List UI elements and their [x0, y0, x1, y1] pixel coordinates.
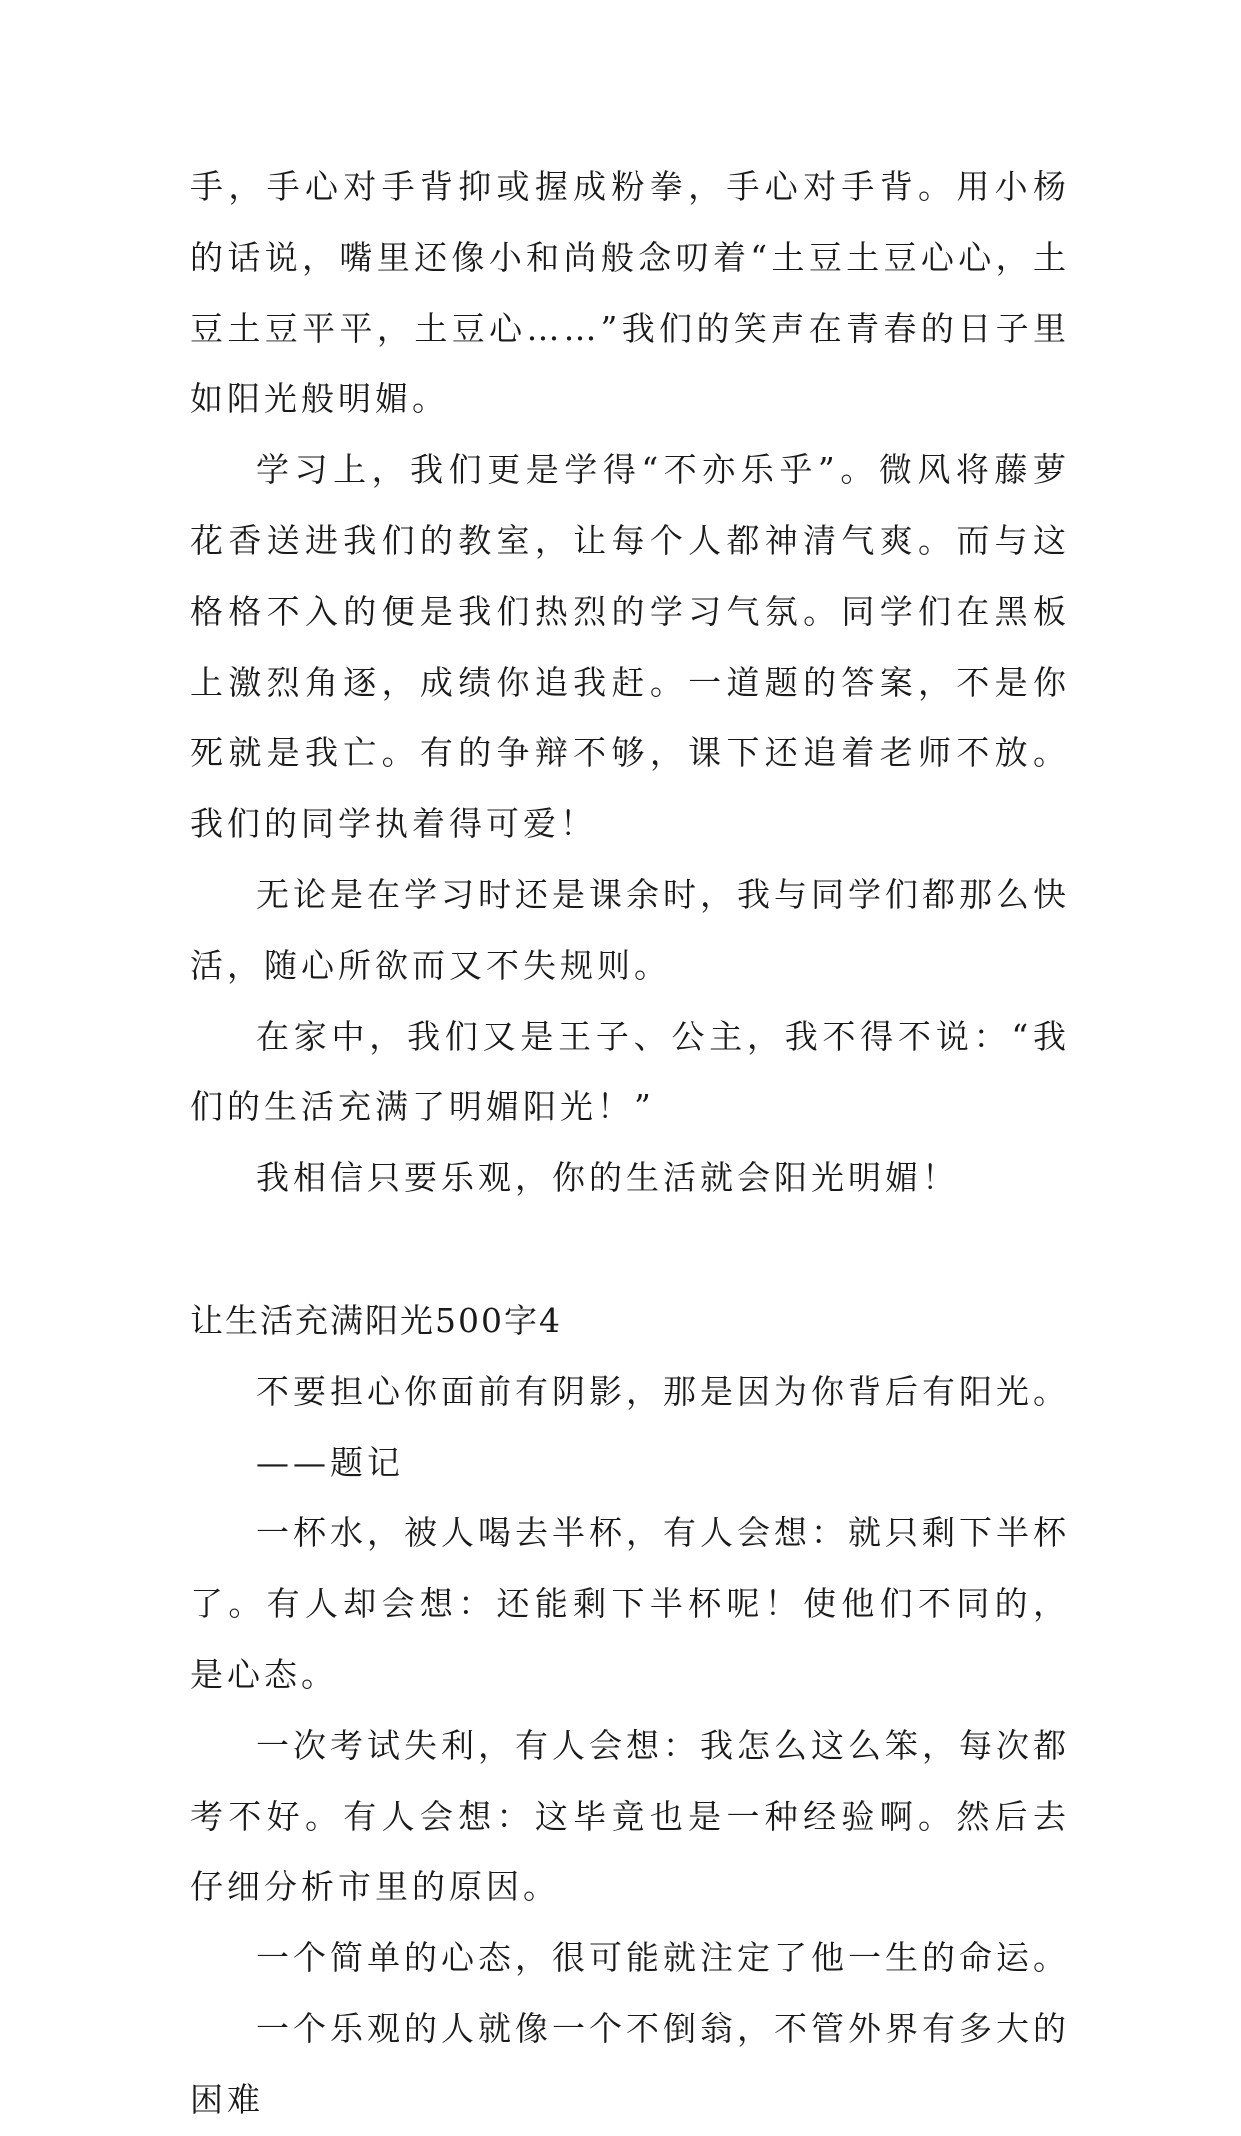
paragraph: 一个乐观的人就像一个不倒翁，不管外界有多大的困难 [190, 2008, 1070, 2119]
paragraph: 一个简单的心态，很可能就注定了他一生的命运。 [256, 1938, 1070, 1978]
paragraph: 一次考试失利，有人会想：我怎么这么笨，每次都考不好。有人会想：这毕竟也是一种经验啊。然后去仔细分析市里的原因。 [190, 1725, 1070, 1907]
section-spacer [190, 1214, 1070, 1286]
paragraph: 我相信只要乐观，你的生活就会阳光明媚！ [256, 1158, 959, 1198]
paragraph: 一杯水，被人喝去半杯，有人会想：就只剩下半杯了。有人却会想：还能剩下半杯呢！使他们不同的，是心态。 [190, 1513, 1070, 1694]
paragraph: 学习上，我们更是学得“不亦乐乎”。微风将藤萝花香送进我们的教室，让每个人都神清气爽。而与这格格不入的便是我们热烈的学习气氛。同学们在黑板上激烈角逐，成绩你追我赶。一道题的答案，不是你死就是我亡。有的争辩不够，课下还追着老师不放。我们的同学执着得可爱！ [190, 450, 1070, 844]
paragraph: 在家中，我们又是王子、公主，我不得不说：“我们的生活充满了明媚阳光！” [190, 1016, 1070, 1127]
document-body [190, 152, 1070, 2136]
paragraph: ——题记 [256, 1442, 404, 1482]
paragraph: 不要担心你面前有阴影，那是因为你背后有阳光。 [256, 1371, 1070, 1411]
paragraph: 手，手心对手背抑或握成粉拳，手心对手背。用小杨的话说，嘴里还像小和尚般念叨着“土豆土豆心心，土豆土豆平平，土豆心……”我们的笑声在青春的日子里如阳光般明媚。 [190, 167, 1070, 419]
section-heading: 让生活充满阳光500字4 [190, 1300, 562, 1340]
paragraph: 无论是在学习时还是课余时，我与同学们都那么快活，随心所欲而又不失规则。 [190, 874, 1070, 985]
